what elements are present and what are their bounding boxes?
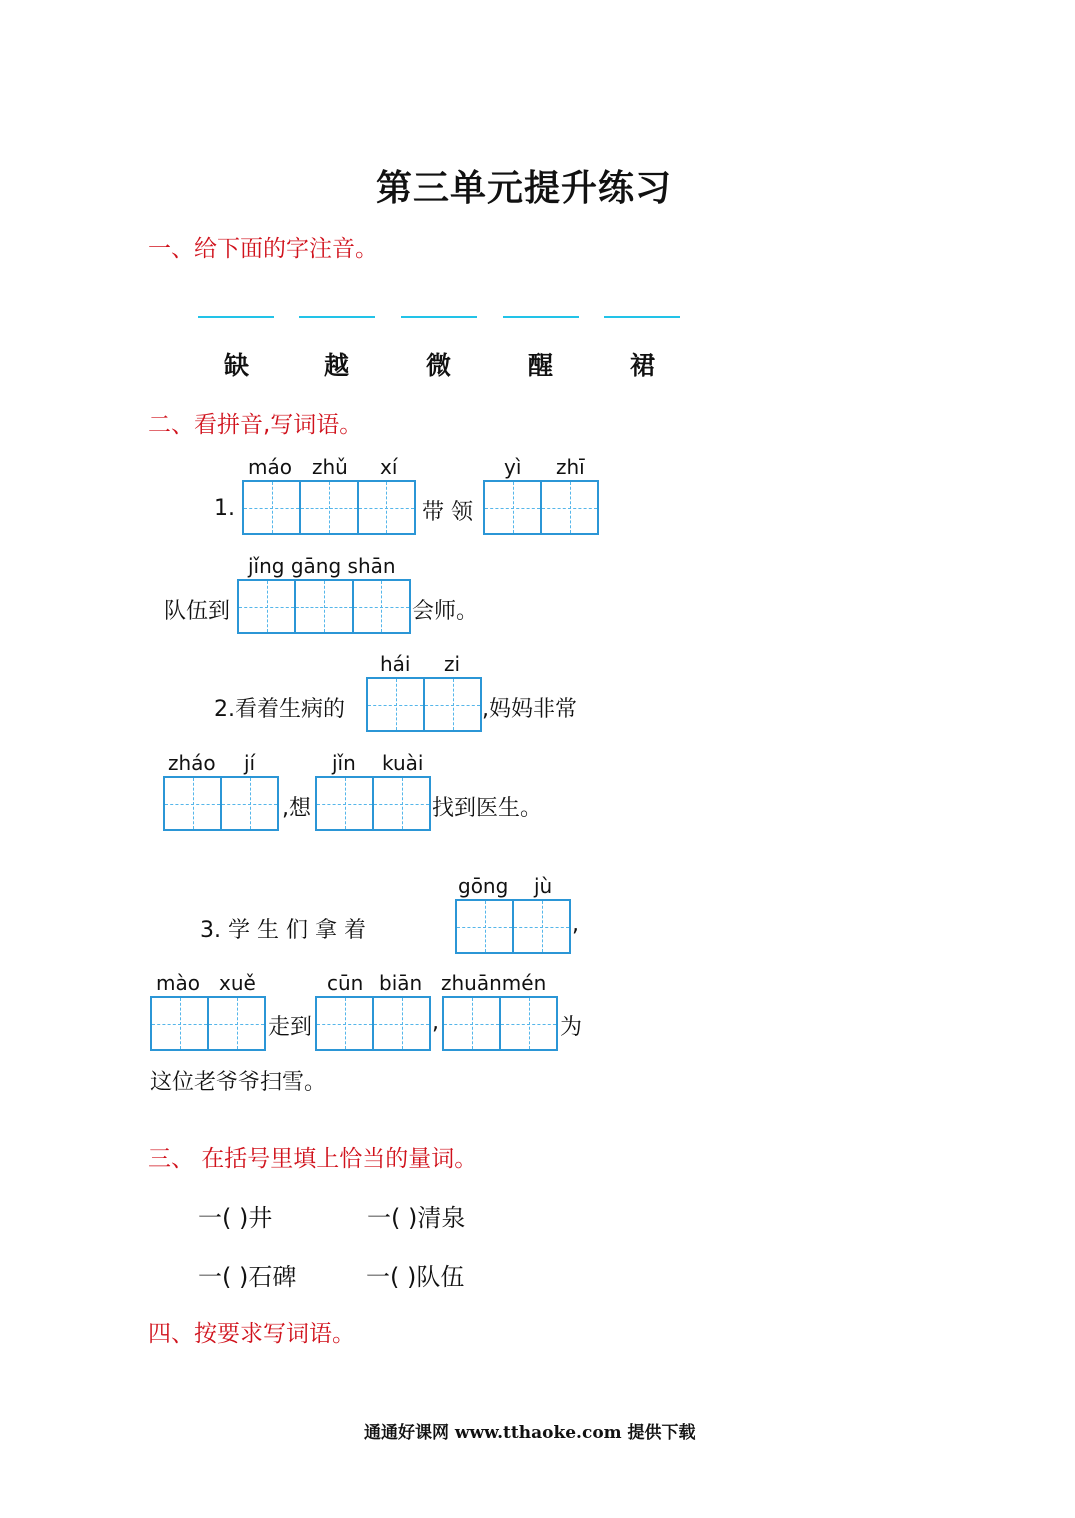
pinyin-bian: biān: [379, 971, 423, 995]
measure-word-item-qingquan[interactable]: 一( )清泉: [367, 1204, 466, 1232]
box-cell[interactable]: [368, 679, 425, 730]
pinyin-zhuanmen: zhuānmén: [441, 971, 547, 995]
box-cell[interactable]: [301, 482, 358, 533]
pinyin-zi: zi: [444, 652, 461, 676]
box-cell[interactable]: [354, 581, 409, 632]
pinyin-answer-line-5[interactable]: [604, 316, 680, 318]
box-cell[interactable]: [374, 778, 429, 829]
box-cell[interactable]: [542, 482, 597, 533]
footer-text: 通通好课网 www.tthaoke.com 提供下载: [364, 1423, 696, 1443]
section-4-heading: 四、按要求写词语。: [148, 1321, 355, 1347]
writing-box-gongju[interactable]: [455, 899, 571, 954]
pinyin-gong: gōng: [458, 874, 509, 898]
char-que: 缺: [224, 351, 250, 380]
section-1-heading: 一、给下面的字注音。: [148, 236, 378, 262]
q1-number: 1.: [214, 496, 235, 521]
pinyin-xi: xí: [380, 455, 398, 479]
section-2-heading: 二、看拼音,写词语。: [148, 412, 363, 438]
text-huishi: 会师。: [412, 599, 479, 624]
text-mama: ,妈妈非常: [482, 697, 577, 722]
char-wei: 微: [426, 351, 452, 380]
box-cell[interactable]: [374, 998, 429, 1049]
pinyin-ji: jí: [244, 751, 256, 775]
box-cell[interactable]: [239, 581, 296, 632]
writing-box-maoxue[interactable]: [150, 996, 266, 1051]
box-cell[interactable]: [296, 581, 353, 632]
box-cell[interactable]: [209, 998, 264, 1049]
box-cell[interactable]: [152, 998, 209, 1049]
pinyin-mao: máo: [248, 455, 292, 479]
pinyin-zhu: zhǔ: [312, 455, 348, 479]
writing-box-jinkuai[interactable]: [315, 776, 431, 831]
pinyin-yi: yì: [504, 455, 522, 479]
box-cell[interactable]: [317, 778, 374, 829]
box-cell[interactable]: [501, 998, 556, 1049]
measure-word-item-jing[interactable]: 一( )井: [198, 1204, 273, 1232]
char-xing: 醒: [528, 351, 554, 380]
pinyin-jinggangshan: jǐng gāng shān: [248, 554, 396, 578]
writing-box-jinggangshan[interactable]: [237, 579, 411, 634]
pinyin-mao2: mào: [156, 971, 200, 995]
section-3-heading: 三、 在括号里填上恰当的量词。: [148, 1146, 478, 1172]
text-xiang: ,想: [282, 796, 311, 821]
text-wei: 为: [560, 1015, 583, 1040]
pinyin-answer-line-3[interactable]: [401, 316, 477, 318]
box-cell[interactable]: [444, 998, 501, 1049]
text-zhaodao: 找到医生。: [432, 796, 543, 821]
text-dailing: 带 领: [422, 500, 473, 525]
box-cell[interactable]: [514, 901, 569, 952]
pinyin-cun: cūn: [327, 971, 364, 995]
text-comma: ,: [572, 912, 579, 937]
q2-text: 2.看着生病的: [214, 697, 345, 722]
writing-box-zhaoji[interactable]: [163, 776, 279, 831]
q3-text: 3. 学 生 们 拿 着: [200, 918, 366, 943]
box-cell[interactable]: [244, 482, 301, 533]
box-cell[interactable]: [317, 998, 374, 1049]
page-title: 第三单元提升练习: [376, 167, 673, 209]
text-zoudao: 走到: [268, 1015, 313, 1040]
box-cell[interactable]: [359, 482, 414, 533]
pinyin-answer-line-2[interactable]: [299, 316, 375, 318]
text-last-line: 这位老爷爷扫雪。: [150, 1070, 327, 1095]
box-cell[interactable]: [222, 778, 277, 829]
pinyin-hai: hái: [380, 652, 411, 676]
measure-word-item-duiwu[interactable]: 一( )队伍: [366, 1263, 465, 1291]
pinyin-jin: jǐn: [332, 751, 356, 775]
char-qun: 裙: [630, 351, 656, 380]
pinyin-kuai: kuài: [382, 751, 424, 775]
box-cell[interactable]: [165, 778, 222, 829]
pinyin-zhi: zhī: [556, 455, 585, 479]
pinyin-zhao: zháo: [168, 751, 216, 775]
writing-box-yizhi[interactable]: [483, 480, 599, 535]
pinyin-answer-line-4[interactable]: [503, 316, 579, 318]
box-cell[interactable]: [485, 482, 542, 533]
writing-box-zhuanmen[interactable]: [442, 996, 558, 1051]
pinyin-ju: jù: [534, 874, 553, 898]
writing-box-maozhuxi[interactable]: [242, 480, 416, 535]
writing-box-haizi[interactable]: [366, 677, 482, 732]
text-comma-2: ,: [432, 1010, 439, 1035]
text-duiwudao: 队伍到: [164, 599, 231, 624]
pinyin-xue: xuě: [219, 971, 256, 995]
char-yue: 越: [324, 351, 350, 380]
pinyin-answer-line-1[interactable]: [198, 316, 274, 318]
box-cell[interactable]: [457, 901, 514, 952]
writing-box-cunbian[interactable]: [315, 996, 431, 1051]
measure-word-item-shibei[interactable]: 一( )石碑: [198, 1263, 297, 1291]
box-cell[interactable]: [425, 679, 480, 730]
